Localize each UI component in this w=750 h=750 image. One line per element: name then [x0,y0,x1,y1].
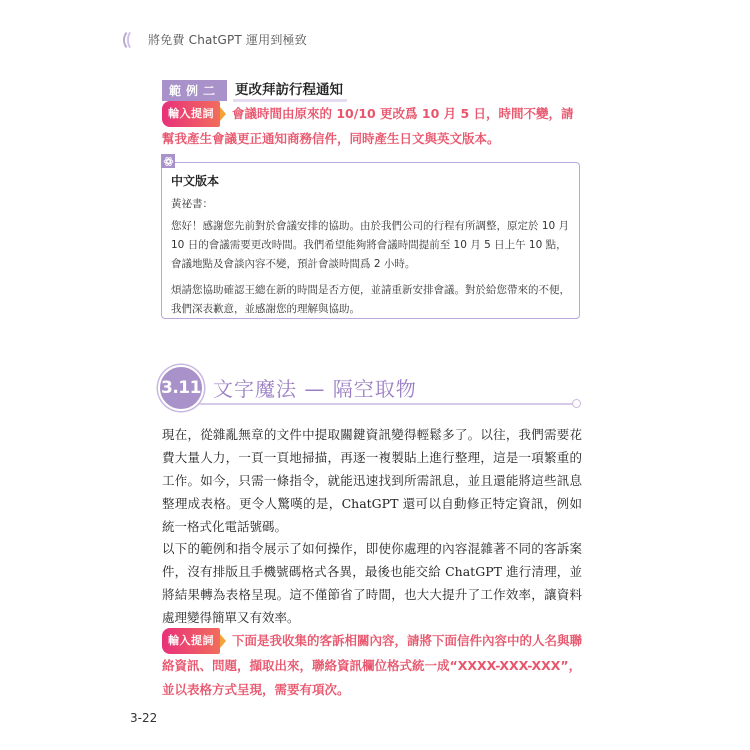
prompt-block-1 [162,101,582,151]
response-paragraph: 煩請您協助確認王總在新的時間是否方便，並請重新安排會議。對於給您帶來的不便，我們深表歉意，並感謝您的理解與協助。 [171,284,570,315]
running-header [123,27,307,51]
prompt-badge-label: 輸入提詞 [162,628,220,654]
prompt-block-2 [162,628,582,702]
section-number: 3.11 [158,365,204,411]
example-badge: 範例二 [162,80,227,101]
divider-end-dot [572,399,581,408]
section-divider [180,403,573,405]
prompt-badge-label: 輸入提詞 [162,101,220,127]
example-heading [162,78,347,102]
book-title: 將免費 ChatGPT 運用到極致 [148,32,307,47]
arrow-icon [220,107,226,121]
prompt-badge [162,101,226,127]
response-salutation: 黃祕書： [171,198,213,210]
example-title: 更改拜訪行程通知 [233,78,347,102]
prompt-badge [162,628,226,654]
prompt-text: 會議時間由原來的 10/10 更改爲 10 月 5 日，時間不變，請幫我產生會議更正通知商務信件，同時產生日文與英文版本。 [162,106,574,146]
section-title: 文字魔法 — 隔空取物 [213,377,417,401]
body-paragraph: 以下的範例和指令展示了如何操作，即使你處理的內容混雜著不同的客訴案件，沒有排版且手機號碼格式各異，最後也能交給 ChatGPT 進行清理，並將結果轉為表格呈現。這不僅節省了時間，也大大提升了工作效率，讓資料處理變得簡單又有效率。 [162,541,582,625]
response-paragraph: 您好！感謝您先前對於會議安排的協助。由於我們公司的行程有所調整，原定於 10 月 10 日的會議需要更改時間。我們希望能夠將會議時間提前至 10 月 5 日上午 10 點，會議地點及會談內容不變，預計會談時間爲 2 小時。 [171,220,570,270]
response-content [171,172,575,326]
body-paragraph: 現在，從雜亂無章的文件中提取關鍵資訊變得輕鬆多了。以往，我們需要花費大量人力，一頁一頁地掃描，再逐一複製貼上進行整理，這是一項繁重的工作。如今，只需一條指令，就能迅速找到所需訊息，並且還能將這些訊息整理成表格。更令人驚嘆的是，ChatGPT 還可以自動修正特定資訊，例如統一格式化電話號碼。 [162,427,582,534]
sound-wave-icon [123,27,143,51]
response-subhead: 中文版本 [171,174,220,188]
prompt-text: 下面是我收集的客訴相關內容，請將下面信件內容中的人名與聯絡資訊、問題，擷取出來，聯絡資訊欄位格式統一成“XXXX-XXX-XXX”，並以表格方式呈現，需要有項次。 [162,633,583,697]
chatgpt-logo-icon [161,154,175,168]
section-heading [158,365,582,409]
arrow-icon [220,634,226,648]
page-number: 3-22 [130,711,158,725]
